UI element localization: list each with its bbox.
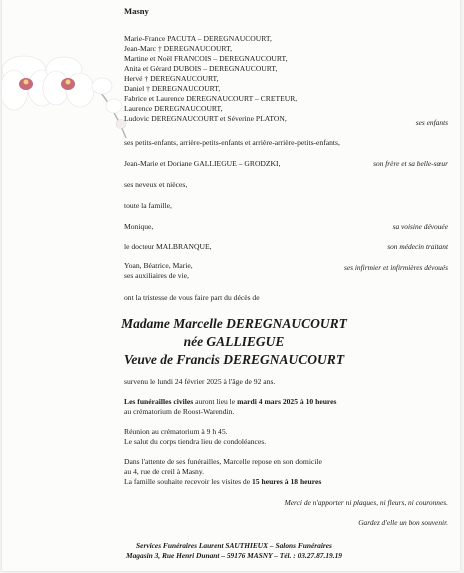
funeral-mid: auront lieu le	[193, 397, 238, 406]
wake-visits-text: La famille souhaite recevoir les visites de	[124, 477, 252, 486]
announcement-line: ont la tristesse de vous faire part du décès de	[124, 293, 260, 302]
family-line: Daniel † DEREGNAUCOURT,	[124, 84, 221, 93]
obituary-page	[2, 0, 460, 571]
nurses-names-line2: ses auxiliaires de vie,	[124, 271, 189, 280]
wake-line: Dans l'attente de ses funérailles, Marcelle repose en son domicile	[124, 457, 322, 466]
funeral-address-line: Magasin 3, Rue Henri Dunant – 59176 MASNY – Tél. : 03.27.87.19.19	[126, 551, 342, 560]
wake-address: au 4, rue de creil à Masny.	[124, 467, 205, 476]
family-all-line: toute la famille,	[124, 201, 172, 210]
funeral-label: Les funérailles civiles	[124, 397, 194, 406]
wake-visits	[124, 477, 321, 486]
meeting-line: Réunion au crématorium à 9 h 45.	[124, 427, 228, 436]
family-line: Marie-France PACUTA – DEREGNAUCOURT,	[124, 34, 272, 43]
deceased-name: Madame Marcelle DEREGNAUCOURT	[121, 316, 347, 331]
nurses-role: ses infirmier et infirmières dévoués	[344, 263, 448, 272]
family-line: Laurence DEREGNAUCOURT,	[124, 104, 223, 113]
nephews-line: ses neveux et nièces,	[124, 180, 188, 189]
doctor-role: son médecin traitant	[387, 242, 448, 251]
family-line: Hervé † DEREGNAUCOURT,	[124, 74, 219, 83]
brother-name: Jean-Marie et Doriane GALLIEGUE – GRODZKI,	[124, 159, 281, 168]
funeral-line	[124, 397, 336, 406]
neighbor-role: sa voisine dévouée	[392, 222, 448, 231]
location-heading: Masny	[124, 6, 149, 16]
funeral-place: au crématorium de Roost-Warendin.	[124, 407, 235, 416]
family-line: Fabrice et Laurence DEREGNAUCOURT – CRETEUR,	[124, 94, 298, 103]
deceased-maiden-name: née GALLIEGUE	[183, 334, 285, 349]
nurses-names: Yoan, Béatrice, Marie,	[124, 261, 193, 270]
thanks-line: Merci de n'apporter ni plaques, ni fleurs, ni couronnes.	[284, 498, 448, 507]
family-line: Jean-Marc † DEREGNAUCOURT,	[124, 44, 233, 53]
funeral-datetime: mardi 4 mars 2025 à 10 heures	[237, 397, 337, 406]
brother-role: son frère et sa belle-sœur	[373, 159, 448, 168]
children-role: ses enfants	[415, 118, 448, 127]
grandchildren-line: ses petits-enfants, arrière-petits-enfants et arrière-arrière-petits-enfants,	[124, 138, 340, 147]
funeral-services-line: Services Funéraires Laurent SAUTHIEUX – Salons Funéraires	[136, 541, 332, 550]
family-line: Martine et Noël FRANCOIS – DEREGNAUCOURT,	[124, 54, 288, 63]
family-line: Anita et Gérard DUBOIS – DEREGNAUCOURT,	[124, 64, 278, 73]
orchid-flower-decoration	[2, 48, 132, 143]
doctor-name: le docteur MALBRANQUE,	[124, 242, 212, 251]
souvenir-line: Gardez d'elle un bon souvenir.	[358, 518, 448, 527]
condolences-line: Le salut du corps tiendra lieu de condoléances.	[124, 437, 267, 446]
family-line: Ludovic DEREGNAUCOURT et Séverine PLATON,	[124, 114, 287, 123]
neighbor-name: Monique,	[124, 222, 154, 231]
death-date-line: survenu le lundi 24 février 2025 à l'âge de 92 ans.	[124, 377, 276, 386]
deceased-widow-line: Veuve de Francis DEREGNAUCOURT	[123, 352, 345, 367]
wake-visits-hours: 15 heures à 18 heures	[252, 477, 322, 486]
